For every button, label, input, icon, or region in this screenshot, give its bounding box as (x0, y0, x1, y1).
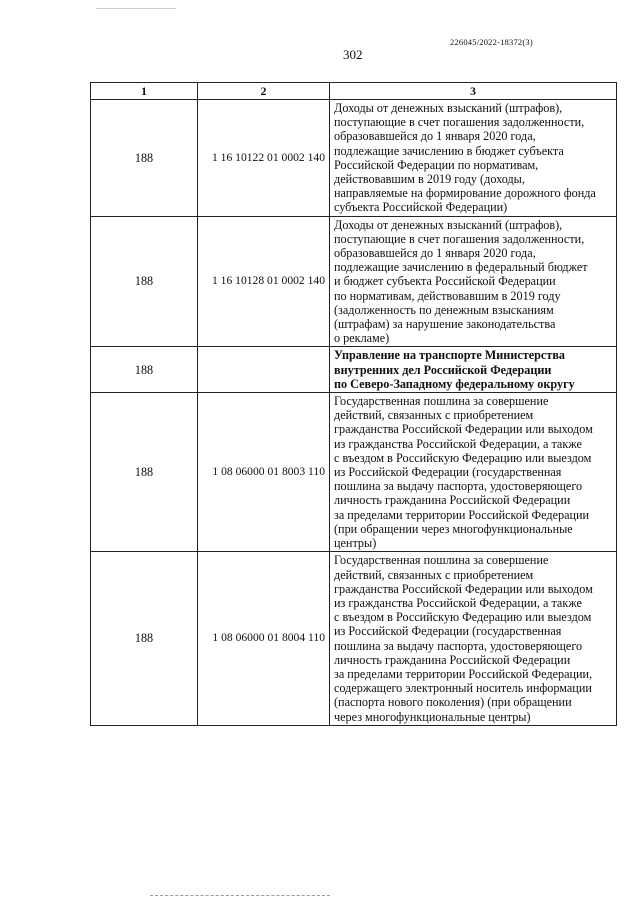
description-line: с въездом в Российскую Федерацию или выездом (334, 450, 592, 465)
description-line: субъекта Российской Федерации) (334, 200, 508, 215)
budget-code-cell (198, 347, 330, 393)
description-line: действий, связанных с приобретением (334, 567, 534, 582)
description-line: подлежащие зачислению в бюджет субъекта (334, 143, 564, 158)
description-line: действовавшим в 2019 году (доходы, (334, 172, 525, 187)
description-line: по Северо-Западному федеральному округу (334, 376, 575, 391)
column-header-3: 3 (330, 83, 617, 100)
description-line: Доходы от денежных взысканий (штрафов), (334, 101, 563, 115)
description-line: образовавшейся до 1 января 2020 года, (334, 129, 536, 144)
description-line: (при обращении через многофункциональные (334, 521, 573, 536)
description-line: поступающие в счет погашения задолженности, (334, 115, 585, 130)
description-line: из гражданства Российской Федерации, а также (334, 595, 582, 610)
description-line: личность гражданина Российской Федерации (334, 493, 571, 508)
description-line: Государственная пошлина за совершение (334, 394, 549, 409)
table-row (91, 100, 617, 217)
description-cell (330, 100, 617, 217)
table-header-row (91, 83, 617, 100)
table-row (91, 552, 617, 725)
description-line: Доходы от денежных взысканий (штрафов), (334, 217, 563, 232)
description-line: из Российской Федерации (государственная (334, 465, 562, 480)
description-line: через многофункциональные центры) (334, 709, 531, 724)
description-line: подлежащие зачислению в федеральный бюджет (334, 260, 588, 275)
table-row (91, 347, 617, 393)
description-line: по нормативам, действовавшим в 2019 году (334, 288, 561, 303)
description-line: внутренних дел Российской Федерации (334, 362, 552, 377)
description-line: из Российской Федерации (государственная (334, 624, 562, 639)
admin-code-cell: 188 (91, 347, 198, 393)
description-cell (330, 552, 617, 725)
admin-code-cell: 188 (91, 393, 198, 552)
description-cell (330, 393, 617, 552)
description-line: поступающие в счет погашения задолженности, (334, 231, 585, 246)
budget-code-cell: 1 16 10122 01 0002 140 (198, 100, 330, 217)
admin-code-cell: 188 (91, 216, 198, 347)
description-line: пошлина за выдачу паспорта, удостоверяющего (334, 638, 583, 653)
description-line: центры) (334, 536, 377, 551)
description-line: (штрафам) за нарушение законодательства (334, 317, 556, 332)
description-line: (задолженность по денежным взысканиям (334, 302, 554, 317)
budget-code-cell: 1 16 10128 01 0002 140 (198, 216, 330, 347)
description-line: гражданства Российской Федерации или выходом (334, 422, 593, 437)
table-row (91, 216, 617, 347)
scan-artifact-top (96, 8, 176, 10)
description-line: за пределами территории Российской Федерации (334, 507, 590, 522)
description-line: из гражданства Российской Федерации, а также (334, 436, 582, 451)
description-cell (330, 347, 617, 393)
description-line: за пределами территории Российской Федерации, (334, 666, 593, 681)
description-line: направляемые на формирование дорожного фонда (334, 186, 596, 201)
description-line: гражданства Российской Федерации или выходом (334, 581, 593, 596)
description-line: пошлина за выдачу паспорта, удостоверяющего (334, 479, 583, 494)
description-cell (330, 216, 617, 347)
description-line: с въездом в Российскую Федерацию или выездом (334, 610, 592, 625)
description-line: Российской Федерации по нормативам, (334, 157, 539, 172)
description-line: Управление на транспорте Министерства (334, 348, 566, 363)
description-line: и бюджет субъекта Российской Федерации (334, 274, 556, 289)
table-row (91, 393, 617, 552)
description-line: Государственная пошлина за совершение (334, 553, 549, 568)
description-line: действий, связанных с приобретением (334, 408, 534, 423)
description-line: образовавшейся до 1 января 2020 года, (334, 246, 536, 261)
description-line: (паспорта нового поколения) (при обращении (334, 695, 572, 710)
page-number: 302 (343, 47, 363, 62)
budget-code-cell: 1 08 06000 01 8003 110 (198, 393, 330, 552)
admin-code-cell: 188 (91, 100, 198, 217)
description-line: содержащего электронный носитель информации (334, 681, 592, 696)
document-id: 226045/2022-18372(3) (450, 37, 533, 47)
revenue-codes-table (90, 82, 617, 726)
column-header-1: 1 (91, 83, 198, 100)
description-line: личность гражданина Российской Федерации (334, 652, 571, 667)
column-header-2: 2 (198, 83, 330, 100)
description-line: о рекламе) (334, 331, 390, 346)
admin-code-cell: 188 (91, 552, 198, 725)
scan-artifact-bottom (150, 895, 330, 897)
budget-code-cell: 1 08 06000 01 8004 110 (198, 552, 330, 725)
